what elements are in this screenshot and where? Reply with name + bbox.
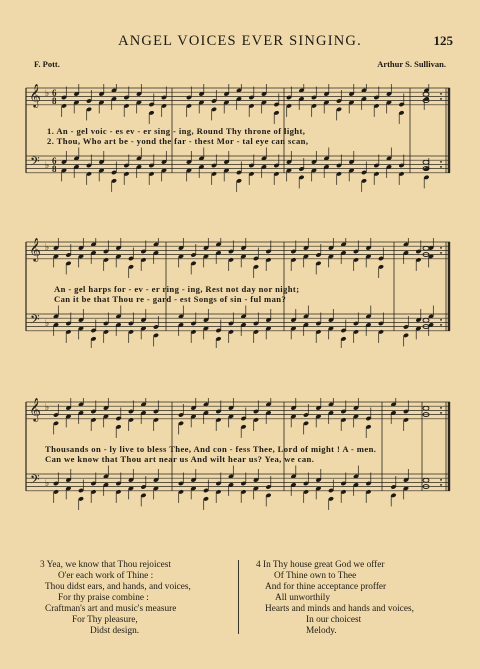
verse-3-line: O'er each work of Thine : <box>58 571 154 581</box>
repeat-dot <box>440 484 442 486</box>
repeat-dot <box>440 407 442 409</box>
lyric-line-verse-1: 1. An - gel voic - es ev - er sing - ing, Round Thy throne of light, <box>47 126 306 136</box>
music-system-3 <box>22 398 452 510</box>
key-signature-flat: ♭ <box>45 161 50 171</box>
verse-3-line: Didst design. <box>90 626 140 636</box>
half-note-head <box>423 406 429 410</box>
verse-3-line: 3 Yea, we know that Thou rejoicest <box>40 560 171 570</box>
bass-clef: 𝄢 <box>30 472 40 490</box>
additional-verses <box>0 560 480 660</box>
repeat-dot <box>440 161 442 163</box>
treble-clef: 𝄞 <box>29 238 41 261</box>
verse-4-line: Hearts and minds and hands and voices, <box>265 604 414 614</box>
music-system-2 <box>22 238 452 348</box>
repeat-dot <box>440 252 442 254</box>
repeat-dot <box>440 324 442 326</box>
repeat-dot <box>440 93 442 95</box>
lyricist-credit: F. Pott. <box>34 59 60 69</box>
repeat-dot <box>440 247 442 249</box>
verse-4-line: Melody. <box>306 626 337 636</box>
repeat-dot <box>440 479 442 481</box>
verse-4-line: In our choicest <box>306 615 362 625</box>
treble-clef: 𝄞 <box>29 84 41 107</box>
verse-4-line: And for thine acceptance proffer <box>265 582 387 592</box>
verse-4-line: All unworthily <box>275 593 331 603</box>
verse-3-line: For Thy pleasure, <box>72 615 138 625</box>
verse-3-line: Thou didst ears, and hands, and voices, <box>45 582 191 592</box>
repeat-dot <box>440 319 442 321</box>
treble-clef: 𝄞 <box>29 398 41 421</box>
bass-clef: 𝄢 <box>30 312 40 330</box>
key-signature-flat: ♭ <box>45 319 50 329</box>
key-signature-flat: ♭ <box>45 89 50 99</box>
verse-3-line: For thy praise combine : <box>58 593 149 603</box>
time-signature: 8 <box>52 96 57 106</box>
lyric-line-verse-1: An - gel harps for - ev - er ring - ing, Rest not day nor night; <box>54 284 300 294</box>
time-signature: 6 <box>52 156 57 166</box>
key-signature-flat: ♭ <box>45 243 50 253</box>
composer-credit: Arthur S. Sullivan. <box>377 59 446 69</box>
music-system-1 <box>22 84 452 194</box>
half-note-head <box>423 478 429 482</box>
lyric-line-verse-2: 2. Thou, Who art be - yond the far - thest Mor - tal eye can scan, <box>47 136 309 146</box>
verse-divider <box>238 560 239 634</box>
page-number: 125 <box>433 33 453 48</box>
half-note-head <box>423 318 429 322</box>
half-note-head <box>423 160 429 164</box>
hymn-title: ANGEL VOICES EVER SINGING. <box>118 33 362 49</box>
key-signature-flat: ♭ <box>45 403 50 413</box>
bass-clef: 𝄢 <box>30 154 40 172</box>
verse-3-line: Craftman's art and music's measure <box>45 604 177 614</box>
repeat-dot <box>440 166 442 168</box>
lyric-line-verse-2: Can we know that Thou art near us And wilt hear us? Yea, we can. <box>45 454 315 464</box>
repeat-dot <box>440 98 442 100</box>
lyric-line-verse-1: Thousands on - ly live to bless Thee, And con - fess Thee, Lord of might ! A - men. <box>45 444 377 454</box>
half-note-head <box>423 92 429 96</box>
verse-4-line: Of Thine own to Thee <box>274 571 357 581</box>
half-note-head <box>423 246 429 250</box>
lyric-line-verse-2: Can it be that Thou re - gard - est Songs of sin - ful man? <box>54 294 287 304</box>
key-signature-flat: ♭ <box>45 479 50 489</box>
repeat-dot <box>440 412 442 414</box>
time-signature: 8 <box>52 164 57 174</box>
verse-4-line: 4 In Thy house great God we offer <box>256 560 385 570</box>
time-signature: 6 <box>52 88 57 98</box>
